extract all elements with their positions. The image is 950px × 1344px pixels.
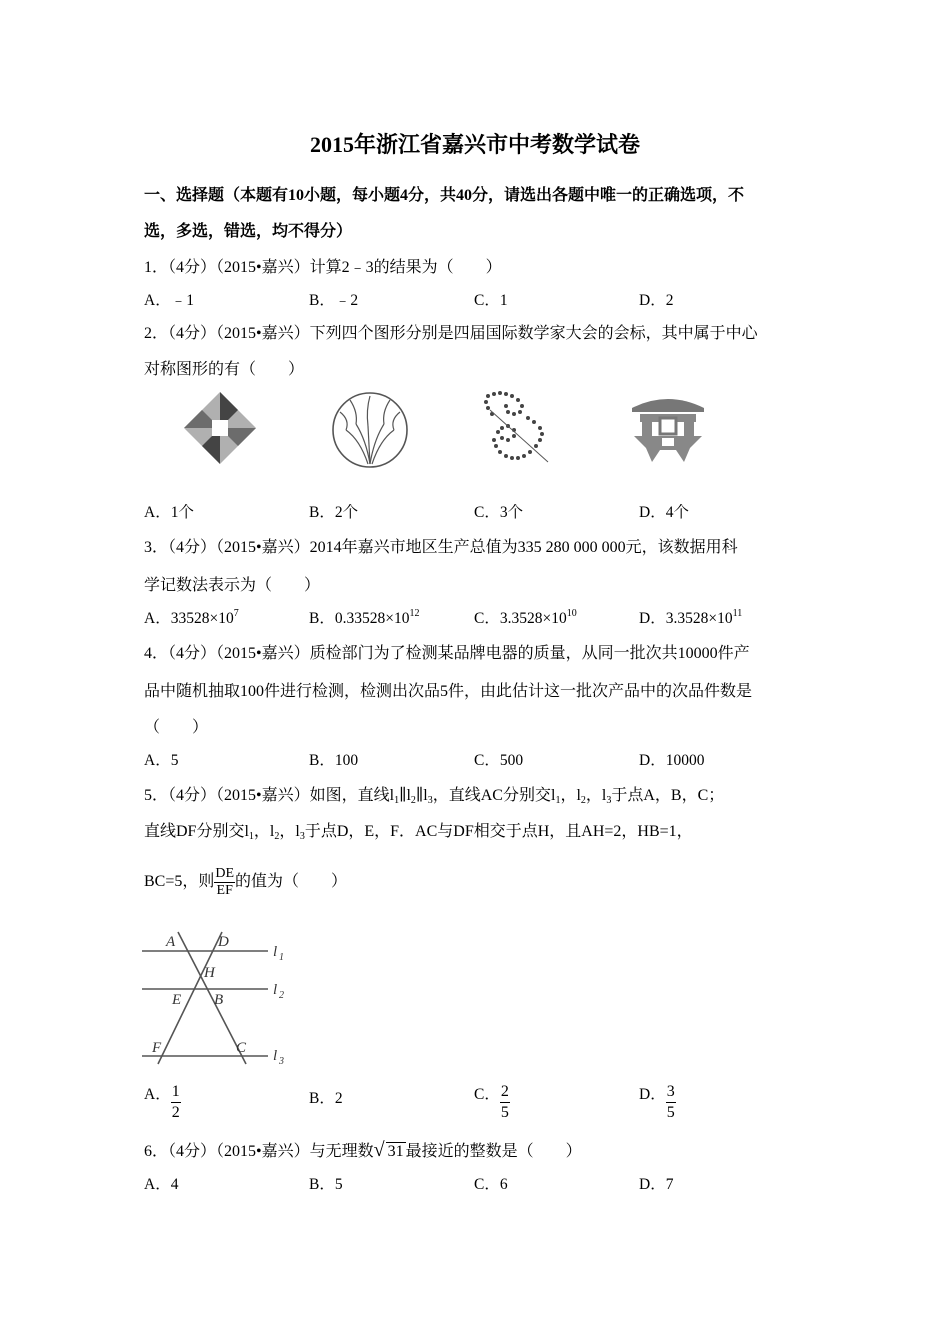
parallel-lines-figure: [140, 926, 300, 1066]
q2-option-b: B．2个: [309, 504, 359, 521]
question-6: 6．（4分）（2015•嘉兴）与无理数 √ 31 最接近的整数是（ ）: [144, 1139, 582, 1161]
label-a: A: [166, 934, 176, 950]
q1-option-d: D．2: [639, 292, 674, 309]
question-2-line1: 2．（4分）（2015•嘉兴）下列四个图形分别是四届国际数学家大会的会标，其中属于中心: [144, 325, 758, 342]
label-l3-sub: 3: [279, 1056, 284, 1066]
q2-option-a: A．1个: [144, 504, 194, 521]
question-1: 1．（4分）（2015•嘉兴）计算2﹣3的结果为（ ）: [144, 259, 502, 276]
q3-option-c: C．$3.3528\times 10^{10}$: [474, 608, 577, 627]
q1-option-a: A．﹣1: [144, 292, 194, 309]
label-b: B: [214, 992, 224, 1008]
label-l1: l: [273, 944, 278, 960]
q4-option-d: D．10000: [639, 752, 705, 769]
label-c: C: [236, 1040, 247, 1056]
label-e: E: [172, 992, 182, 1008]
q1-option-b: B．﹣2: [309, 292, 359, 309]
q5-option-c: C． $\frac{2}{5}$: [474, 1083, 509, 1121]
q6-option-d: D．7: [639, 1176, 674, 1193]
question-5-line1: 5．（4分）（2015•嘉兴）如图，直线$l_1\parallel l_2\parallel l_3$，直线AC分别交$l_1$，$l_2$，$l_3$于点A，B，C；: [144, 787, 725, 806]
label-l1-sub: 1: [279, 952, 284, 963]
de-over-ef-fraction: $\frac{DE}{EF}$: [215, 866, 235, 898]
label-f: F: [152, 1040, 162, 1056]
question-3-line1: 3．（4分）（2015•嘉兴）2014年嘉兴市地区生产总值为335 280 000 000元，该数据用科: [144, 539, 738, 556]
question-4-line2: 品中随机抽取100件进行检测，检测出次品5件，由此估计这一批次产品中的次品件数是: [144, 683, 753, 700]
page-title: 2015年浙江省嘉兴市中考数学试卷: [309, 132, 640, 157]
sqrt-31: √ 31: [373, 1139, 404, 1161]
q4-option-c: C．500: [474, 752, 524, 769]
question-4-line3: （ ）: [144, 719, 209, 736]
label-l2: l: [273, 982, 278, 998]
emblem-pinwheel-figure: [180, 388, 260, 468]
q6-option-c: C．6: [474, 1176, 508, 1193]
q3-option-a: A．$33528\times 10^7$: [144, 608, 239, 627]
q5-option-a: A． $\frac{1}{2}$: [144, 1083, 180, 1121]
q2-option-d: D．4个: [639, 504, 689, 521]
label-l3: l: [273, 1048, 278, 1064]
q3-option-b: B．$0.33528\times 10^{12}$: [309, 608, 420, 627]
label-d: D: [218, 934, 229, 950]
emblem-tower-figure: [626, 390, 710, 466]
section-heading-line1: 一、选择题（本题有10小题，每小题4分，共40分，请选出各题中唯一的正确选项，不: [144, 187, 745, 204]
question-5-line2: 直线DF分别交$l_1$，$l_2$，$l_3$于点D，E，F．AC与DF相交于点H，且AH=2，HB=1，: [144, 823, 693, 842]
q1-option-c: C．1: [474, 292, 508, 309]
q4-option-b: B．100: [309, 752, 359, 769]
q5-option-b: B．2: [309, 1090, 343, 1107]
emblem-circle-arcs-figure: [330, 390, 410, 470]
question-2-line2: 对称图形的有（ ）: [144, 361, 305, 378]
emblem-dotted-spiral-figure: [478, 388, 554, 468]
section-heading-line2: 选，多选，错选，均不得分）: [144, 223, 353, 240]
label-h: H: [204, 965, 215, 981]
q3-option-d: D．$3.3528\times 10^{11}$: [639, 608, 743, 627]
q6-option-b: B．5: [309, 1176, 343, 1193]
q6-option-a: A．4: [144, 1176, 179, 1193]
label-l2-sub: 2: [279, 990, 284, 1001]
question-5-line3: BC=5，则 $\frac{DE}{EF}$ 的值为（ ）: [144, 866, 348, 898]
q4-option-a: A．5: [144, 752, 179, 769]
question-3-line2: 学记数法表示为（ ）: [144, 577, 321, 594]
q2-option-c: C．3个: [474, 504, 524, 521]
question-4-line1: 4．（4分）（2015•嘉兴）质检部门为了检测某品牌电器的质量，从同一批次共10000件产: [144, 645, 750, 662]
q5-option-d: D． $\frac{3}{5}$: [639, 1083, 675, 1121]
